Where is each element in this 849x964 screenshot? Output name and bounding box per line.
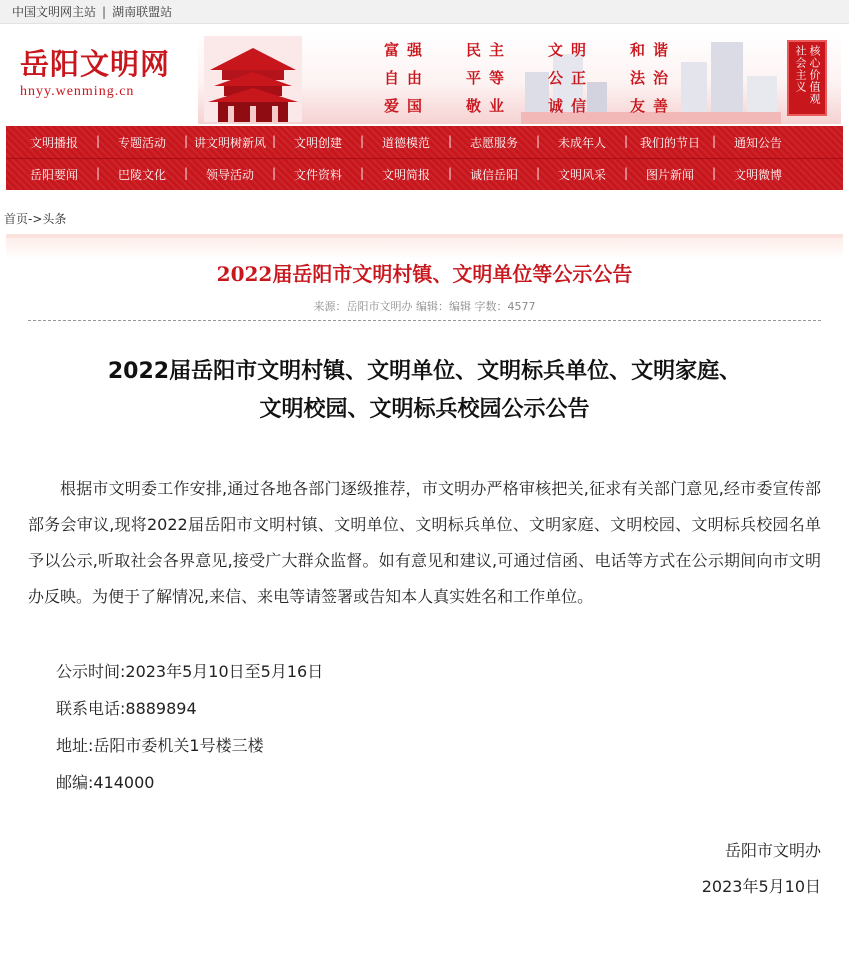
nav-item[interactable]: | 专题活动 xyxy=(98,134,186,151)
yueyang-tower-icon xyxy=(204,36,302,122)
nav-item[interactable]: | 道德模范 xyxy=(362,134,450,151)
topbar-separator: | xyxy=(102,5,107,19)
logo-url: hnyy.wenming.cn xyxy=(20,84,135,99)
value-word: 爱国 xyxy=(384,97,431,115)
value-word: 文明 xyxy=(548,41,595,59)
nav-item[interactable]: 岳阳要闻 xyxy=(29,168,78,182)
headline-line-1: 2022届岳阳市文明村镇、文明单位、文明标兵单位、文明家庭、 xyxy=(107,359,742,384)
meta-divider xyxy=(28,320,821,321)
article-title: 2022届岳阳市文明村镇、文明单位等公示公告 xyxy=(216,262,633,286)
value-word: 和谐 xyxy=(630,41,677,59)
nav-item[interactable]: | 巴陵文化 xyxy=(98,166,186,183)
core-values-col1: 社会主义 xyxy=(794,45,807,93)
nav-item[interactable]: | 文件资料 xyxy=(274,166,362,183)
nav-item[interactable]: | 讲文明树新风 xyxy=(186,134,274,151)
signature-date: 2023年5月10日 xyxy=(701,877,821,896)
body-paragraph: 根据市文明委工作安排,通过各地各部门逐级推荐，市文明办严格审核把关,征求有关部门意见,经市委宣传部部务会审议,现将2022届岳阳市文明村镇、文明单位、文明标兵单位、文明家庭、文明校园、文明标兵校园名单予以公示,听取社会各界意见,接受广大群众监督。如有意见和建议,可通过信函、电话等方式在公示期间向市文明办反映。为便于了解情况,来信、来电等请签署或告知本人真实姓名和工作单位。 xyxy=(28,479,821,606)
nav-item[interactable]: 文明播报 xyxy=(29,135,78,150)
value-word: 友善 xyxy=(630,97,677,115)
core-values-grid xyxy=(384,36,724,120)
nav-item[interactable]: | 诚信岳阳 xyxy=(450,166,538,183)
breadcrumb xyxy=(0,210,849,230)
nav-row-1 xyxy=(6,126,843,158)
nav-item[interactable]: | 文明风采 xyxy=(538,166,626,183)
postal-code: 邮编:414000 xyxy=(56,773,155,792)
article-headline xyxy=(28,353,821,429)
value-word: 敬业 xyxy=(466,97,513,115)
contact-address: 地址:岳阳市委机关1号楼三楼 xyxy=(56,736,264,755)
core-values-col2: 核心价值观 xyxy=(808,45,821,105)
value-word: 平等 xyxy=(466,69,513,87)
value-word: 公正 xyxy=(548,69,595,87)
publicity-period: 公示时间:2023年5月10日至5月16日 xyxy=(56,662,324,681)
header-banner xyxy=(198,32,841,124)
nav-item[interactable]: | 文明简报 xyxy=(362,166,450,183)
value-word: 诚信 xyxy=(548,97,595,115)
signature-org: 岳阳市文明办 xyxy=(724,841,821,860)
nav-item[interactable]: | 志愿服务 xyxy=(450,134,538,151)
article-body xyxy=(28,471,821,615)
value-word: 民主 xyxy=(466,41,513,59)
breadcrumb-arrow: -> xyxy=(28,212,43,226)
value-word: 富强 xyxy=(384,41,431,59)
article-panel xyxy=(6,234,843,944)
signature xyxy=(28,833,821,905)
main-nav xyxy=(6,126,843,190)
top-bar xyxy=(0,0,849,24)
nav-item[interactable]: | 文明创建 xyxy=(274,134,362,151)
nav-item[interactable]: | 文明微博 xyxy=(714,166,802,183)
contact-info xyxy=(28,653,821,801)
nav-item[interactable]: | 未成年人 xyxy=(538,134,626,151)
nav-item[interactable]: | 图片新闻 xyxy=(626,166,714,183)
nav-item[interactable]: | 通知公告 xyxy=(714,134,802,151)
value-word: 法治 xyxy=(630,69,677,87)
site-logo[interactable] xyxy=(20,46,180,100)
value-word: 自由 xyxy=(384,69,431,87)
nav-row-2 xyxy=(6,158,843,190)
hunan-alliance-link[interactable]: 湖南联盟站 xyxy=(112,5,173,19)
logo-title: 岳阳文明网 xyxy=(20,47,171,81)
nav-item[interactable]: | 领导活动 xyxy=(186,166,274,183)
breadcrumb-current: 头条 xyxy=(42,212,67,226)
headline-line-2: 文明校园、文明标兵校园公示公告 xyxy=(259,397,590,422)
main-site-link[interactable]: 中国文明网主站 xyxy=(12,5,97,19)
nav-item[interactable]: | 我们的节日 xyxy=(626,134,714,151)
core-values-seal xyxy=(787,40,827,116)
contact-phone: 联系电话:8889894 xyxy=(56,699,197,718)
breadcrumb-home[interactable]: 首页 xyxy=(4,212,29,226)
site-header xyxy=(0,24,849,126)
article-meta: 来源：岳阳市文明办 编辑：编辑 字数：4577 xyxy=(313,300,536,313)
